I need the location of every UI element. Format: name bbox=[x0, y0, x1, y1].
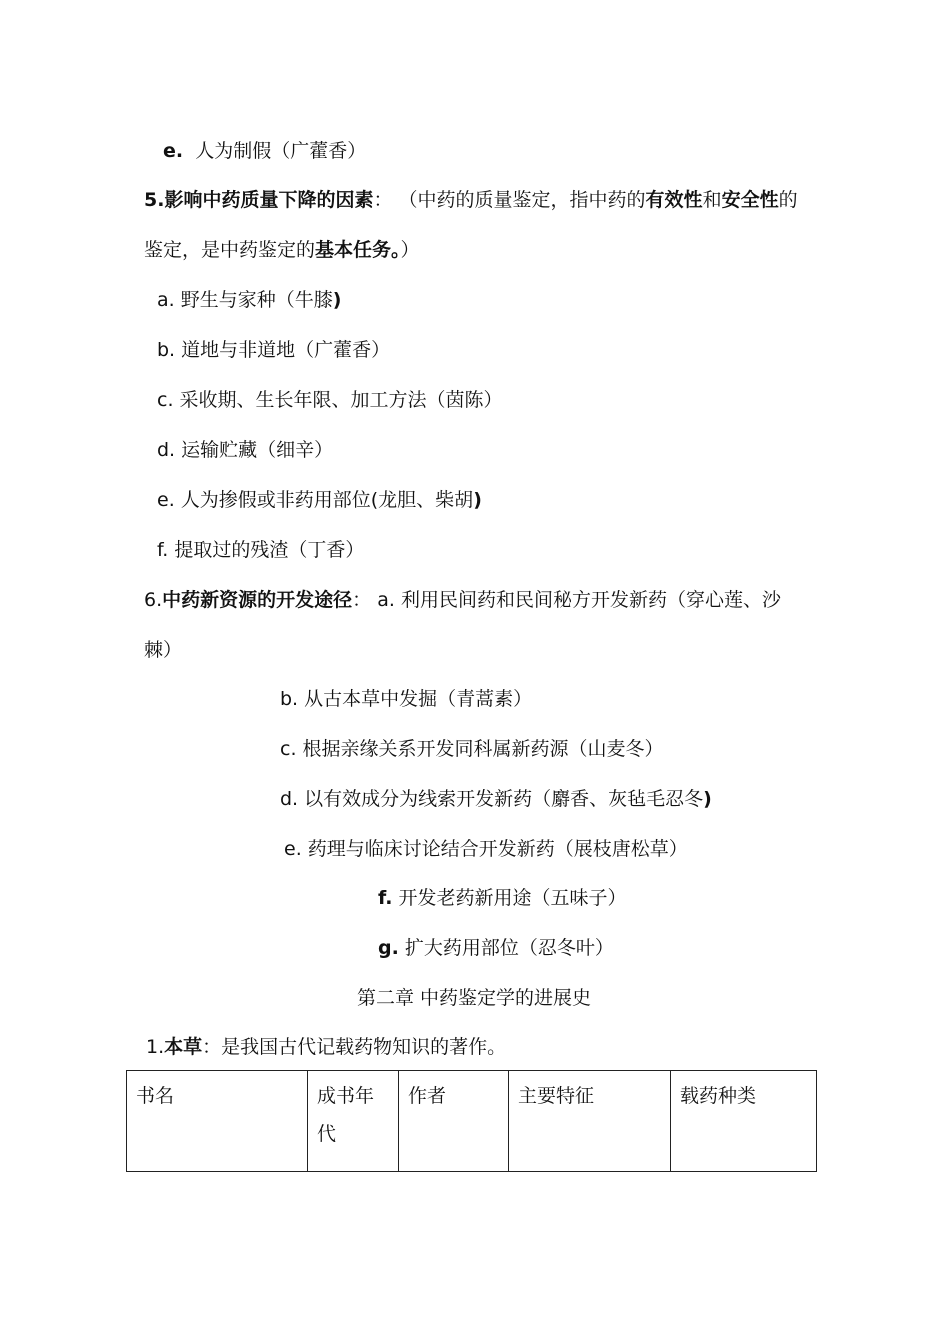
table-header-cell bbox=[399, 1071, 509, 1172]
bold-term: 基本任务。 bbox=[315, 239, 401, 261]
paragraph-text: 鉴定，是中药鉴定的 bbox=[144, 239, 316, 261]
list-item bbox=[280, 786, 712, 812]
colon: ： bbox=[352, 589, 372, 611]
chapter-title bbox=[357, 985, 591, 1011]
herbal-books-table bbox=[126, 1070, 817, 1172]
list-item-text: d. 运输贮藏（细辛） bbox=[157, 439, 334, 461]
list-item-text: b. 道地与非道地（广藿香） bbox=[157, 339, 391, 361]
header-era: 成书年 bbox=[317, 1085, 375, 1107]
list-item-end: ) bbox=[332, 289, 342, 311]
list-item-text: a. 野生与家种（牛膝 bbox=[157, 289, 333, 311]
header-author: 作者 bbox=[408, 1085, 447, 1107]
list-item bbox=[280, 686, 532, 712]
list-item-text: d. 以有效成分为线索开发新药（麝香、灰毡毛忍冬 bbox=[280, 788, 704, 810]
list-item bbox=[157, 287, 341, 313]
header-book-name: 书名 bbox=[136, 1085, 175, 1107]
list-item-text: f. 提取过的残渣（丁香） bbox=[157, 539, 365, 561]
paragraph-text: ） bbox=[400, 239, 420, 261]
section-1-heading bbox=[146, 1034, 506, 1060]
list-item-text: 扩大药用部位（忍冬叶） bbox=[398, 937, 614, 959]
list-item-end: ) bbox=[473, 489, 482, 511]
table-header-row bbox=[127, 1071, 817, 1172]
list-item-label: g. bbox=[378, 937, 399, 959]
list-item-text: e. 药理与临床讨论结合开发新药（展枝唐松草） bbox=[284, 838, 688, 860]
section-5-heading-cont bbox=[144, 237, 420, 263]
section-6-heading bbox=[144, 587, 781, 613]
item-label: e. bbox=[163, 140, 184, 162]
bold-term: 有效性 bbox=[645, 189, 703, 211]
section-number: 1. bbox=[146, 1036, 165, 1058]
section-title: 中药新资源的开发途径 bbox=[162, 589, 353, 611]
chapter-title-text: 第二章 中药鉴定学的进展史 bbox=[357, 987, 592, 1009]
item-e-fabrication bbox=[163, 138, 366, 164]
paragraph-text: （中药的质量鉴定，指中药的 bbox=[398, 189, 646, 211]
section-title: 影响中药质量下降的因素 bbox=[164, 189, 374, 211]
list-item bbox=[157, 387, 503, 413]
header-era-cont: 代 bbox=[317, 1123, 337, 1145]
list-item bbox=[157, 537, 364, 563]
section-number: 6. bbox=[144, 589, 163, 611]
header-drug-count: 载药种类 bbox=[680, 1085, 757, 1107]
table-header-cell bbox=[671, 1071, 817, 1172]
table-header-cell bbox=[127, 1071, 308, 1172]
paragraph-text: 和 bbox=[702, 189, 722, 211]
table-header-cell bbox=[308, 1071, 399, 1172]
list-item bbox=[280, 736, 664, 762]
section-6-heading-cont bbox=[144, 637, 182, 663]
list-item-text: 棘） bbox=[144, 639, 183, 661]
list-item-label: f. bbox=[378, 887, 393, 909]
list-item bbox=[378, 885, 627, 911]
list-item-end: ) bbox=[703, 788, 712, 810]
bold-term: 安全性 bbox=[721, 189, 779, 211]
list-item bbox=[157, 337, 390, 363]
list-item bbox=[157, 487, 482, 513]
item-text: 人为制假（广藿香） bbox=[195, 140, 367, 162]
list-item-text: 开发老药新用途（五味子） bbox=[392, 887, 627, 909]
header-features: 主要特征 bbox=[518, 1085, 595, 1107]
section-number: 5. bbox=[144, 189, 165, 211]
paragraph-text: 的 bbox=[778, 189, 798, 211]
section-5-heading bbox=[144, 187, 798, 213]
bold-term: 本草 bbox=[164, 1036, 203, 1058]
list-item bbox=[378, 935, 614, 961]
colon: ： bbox=[373, 189, 393, 211]
list-item-text: c. 采收期、生长年限、加工方法（茵陈） bbox=[157, 389, 503, 411]
list-item bbox=[157, 437, 333, 463]
list-item-text: c. 根据亲缘关系开发同科属新药源（山麦冬） bbox=[280, 738, 664, 760]
paragraph-text: ：是我国古代记载药物知识的著作。 bbox=[202, 1036, 507, 1058]
list-item bbox=[284, 836, 688, 862]
list-item-text: e. 人为掺假或非药用部位(龙胆、柴胡 bbox=[157, 489, 474, 511]
list-item-text: b. 从古本草中发掘（青蒿素） bbox=[280, 688, 533, 710]
table-header-cell bbox=[509, 1071, 671, 1172]
list-item-text: a. 利用民间药和民间秘方开发新药（穿心莲、沙 bbox=[377, 589, 781, 611]
